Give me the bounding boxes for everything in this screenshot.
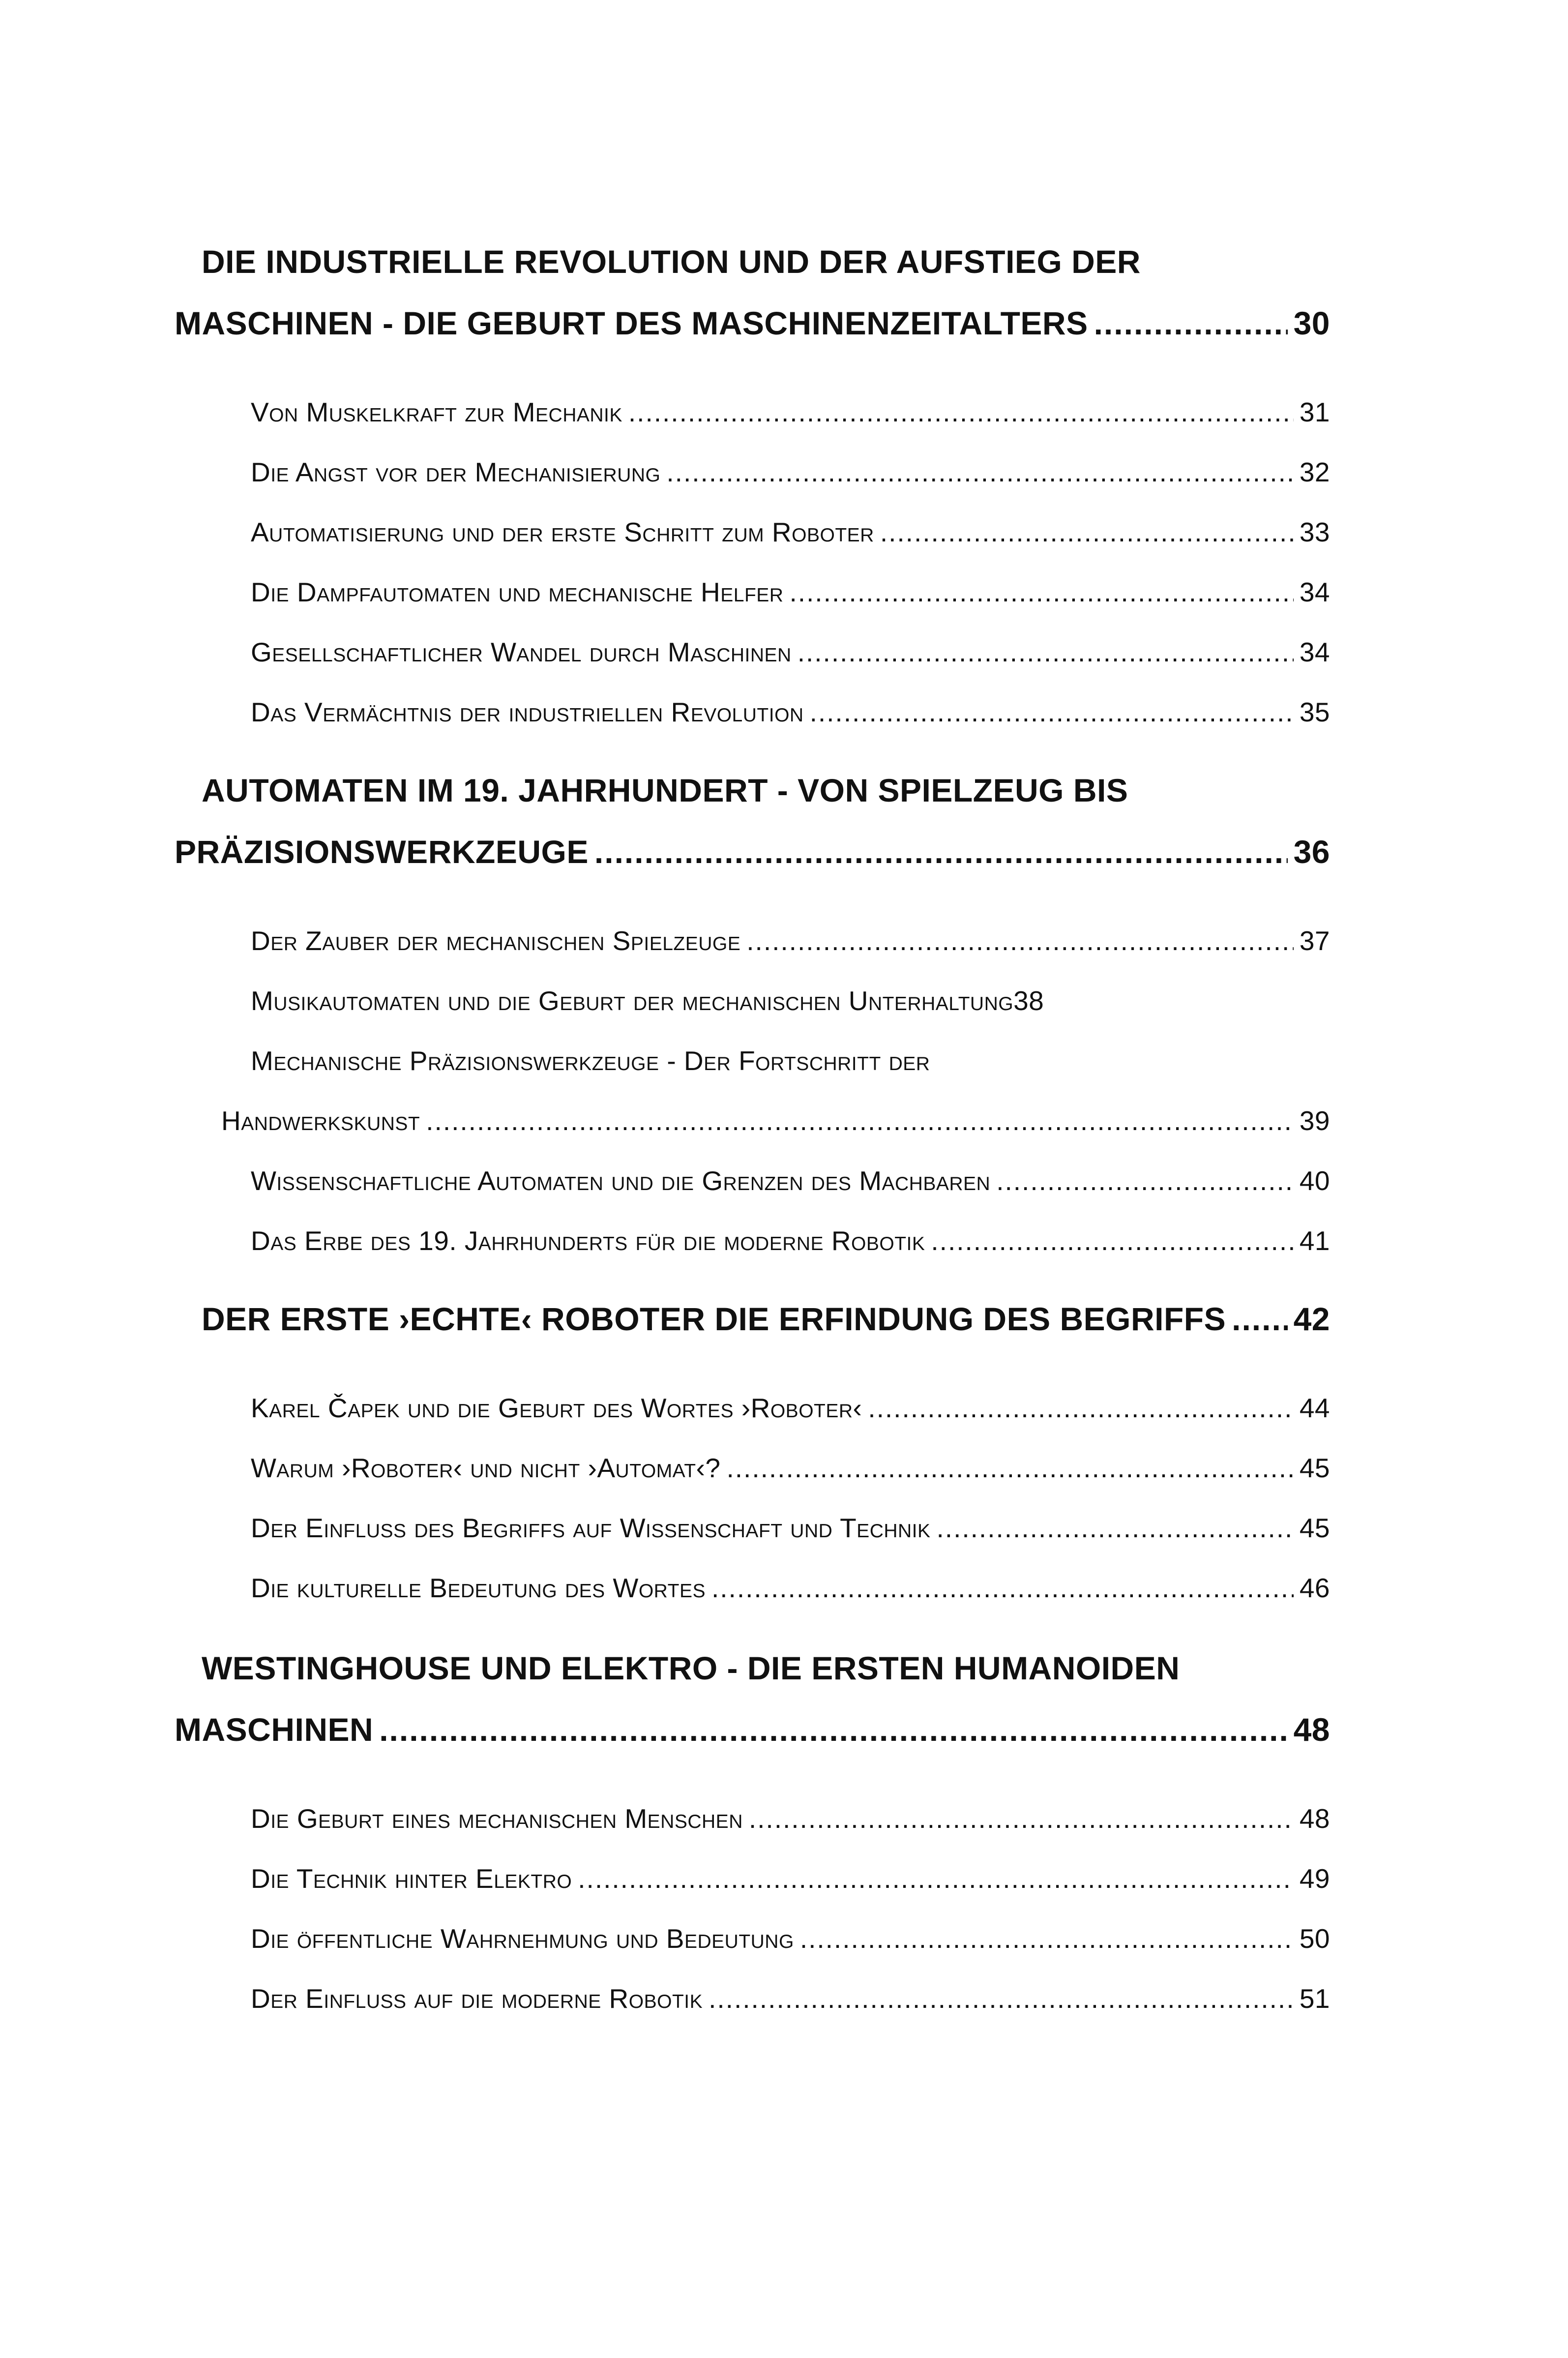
- chapter-title-line: MASCHINEN: [175, 1711, 374, 1748]
- chapter-title[interactable]: [202, 1628, 1180, 1687]
- dot-leader: [727, 1452, 1294, 1484]
- page-number: 45: [1299, 1513, 1330, 1543]
- dot-leader: [937, 1512, 1294, 1544]
- dot-leader: [711, 1572, 1294, 1604]
- section-entry[interactable]: [251, 897, 1330, 956]
- section-title: Karel Čapek und die Geburt des Wortes ›Roboter‹: [251, 1393, 862, 1423]
- chapter-title-line: AUTOMATEN IM 19. JAHRHUNDERT - VON SPIELZEUG BIS: [202, 772, 1128, 808]
- chapter-entry[interactable]: [175, 1689, 1330, 1748]
- section-entry[interactable]: [251, 489, 1330, 548]
- dot-leader: [746, 925, 1294, 956]
- section-entry[interactable]: [251, 957, 1330, 1016]
- section-title: Die Dampfautomaten und mechanische Helfer: [251, 577, 784, 607]
- chapter-title[interactable]: [202, 750, 1128, 809]
- section-entry[interactable]: [251, 669, 1330, 728]
- chapter-title-line: WESTINGHOUSE UND ELEKTRO - DIE ERSTEN HUMANOIDEN: [202, 1650, 1180, 1686]
- page-number: 37: [1299, 925, 1330, 956]
- section-entry[interactable]: [251, 609, 1330, 668]
- page-number: 48: [1299, 1803, 1330, 1834]
- section-title: Die kulturelle Bedeutung des Wortes: [251, 1573, 706, 1603]
- chapter-title-line: PRÄZISIONSWERKZEUGE: [175, 834, 589, 870]
- page-number: 45: [1299, 1453, 1330, 1483]
- page-number: 33: [1299, 517, 1330, 547]
- chapter-entry[interactable]: [202, 1279, 1330, 1338]
- dot-leader: [749, 1803, 1294, 1834]
- section-title: Die Angst vor der Mechanisierung: [251, 457, 661, 487]
- section-title: Der Einfluss auf die moderne Robotik: [251, 1983, 703, 2014]
- section-entry[interactable]: [221, 1077, 1330, 1136]
- page-number: 50: [1299, 1923, 1330, 1954]
- section-entry[interactable]: [251, 1485, 1330, 1544]
- dot-leader: [666, 456, 1293, 488]
- section-entry[interactable]: [251, 1545, 1330, 1604]
- dot-leader: [1232, 1300, 1287, 1338]
- section-entry[interactable]: [251, 1197, 1330, 1256]
- dot-leader: [594, 833, 1288, 870]
- section-entry[interactable]: [251, 1365, 1330, 1424]
- dot-leader: [1094, 304, 1288, 342]
- section-entry[interactable]: [251, 429, 1330, 488]
- section-entry[interactable]: [251, 549, 1330, 608]
- section-entry[interactable]: [251, 1137, 1330, 1196]
- page-number: 44: [1299, 1393, 1330, 1423]
- section-title: Der Einfluss des Begriffs auf Wissenschaft und Technik: [251, 1513, 931, 1543]
- page-number: 35: [1299, 697, 1330, 727]
- page-number: 30: [1293, 305, 1330, 341]
- section-title-line: Mechanische Präzisionswerkzeuge - Der Fortschritt der: [251, 1045, 930, 1076]
- section-title: Die Geburt eines mechanischen Menschen: [251, 1803, 743, 1834]
- section-title-line: Handwerkskunst: [221, 1105, 420, 1136]
- section-title-wrapped[interactable]: [251, 1017, 930, 1076]
- dot-leader: [880, 516, 1294, 548]
- section-title: Der Zauber der mechanischen Spielzeuge: [251, 925, 741, 956]
- page-number: 48: [1293, 1711, 1330, 1748]
- section-title: Warum ›Roboter‹ und nicht ›Automat‹?: [251, 1453, 721, 1483]
- section-title: Das Vermächtnis der industriellen Revolution: [251, 697, 804, 727]
- dot-leader: [800, 1923, 1294, 1954]
- chapter-title-line: DIE INDUSTRIELLE REVOLUTION UND DER AUFSTIEG DER: [202, 243, 1141, 280]
- page-number: 31: [1299, 397, 1330, 427]
- section-title: Von Muskelkraft zur Mechanik: [251, 397, 622, 427]
- dot-leader: [426, 1105, 1294, 1136]
- page-number: 42: [1293, 1301, 1330, 1337]
- page-number: 51: [1299, 1983, 1330, 2014]
- section-entry[interactable]: [251, 369, 1330, 428]
- chapter-entry[interactable]: [175, 811, 1330, 870]
- section-entry[interactable]: [251, 1835, 1330, 1894]
- page-number: 49: [1299, 1863, 1330, 1894]
- dot-leader: [578, 1863, 1294, 1894]
- dot-leader: [628, 396, 1294, 428]
- section-entry[interactable]: [251, 1895, 1330, 1954]
- chapter-entry[interactable]: [175, 283, 1330, 342]
- section-title: Wissenschaftliche Automaten und die Grenzen des Machbaren: [251, 1165, 991, 1196]
- section-title: Die Technik hinter Elektro: [251, 1863, 572, 1894]
- dot-leader: [868, 1392, 1293, 1424]
- section-title: Die öffentliche Wahrnehmung und Bedeutung: [251, 1923, 794, 1954]
- section-entry[interactable]: [251, 1425, 1330, 1484]
- page-number: 46: [1299, 1573, 1330, 1603]
- page-number: 32: [1299, 457, 1330, 487]
- page-number: 34: [1299, 637, 1330, 667]
- dot-leader: [798, 636, 1294, 668]
- page-number: 34: [1299, 577, 1330, 607]
- section-title: Das Erbe des 19. Jahrhunderts für die moderne Robotik: [251, 1225, 925, 1256]
- page-number: 36: [1293, 834, 1330, 870]
- dot-leader: [810, 696, 1294, 728]
- dot-leader: [709, 1983, 1294, 2014]
- dot-leader: [789, 576, 1293, 608]
- dot-leader: [996, 1165, 1294, 1196]
- section-entry[interactable]: [251, 1775, 1330, 1834]
- section-entry[interactable]: [251, 1955, 1330, 2014]
- chapter-title-line: MASCHINEN - DIE GEBURT DES MASCHINENZEITALTERS: [175, 305, 1088, 341]
- section-title: Gesellschaftlicher Wandel durch Maschinen: [251, 637, 792, 667]
- dot-leader: [379, 1711, 1287, 1748]
- dot-leader: [931, 1225, 1293, 1256]
- page-number: 39: [1299, 1105, 1330, 1136]
- section-title: Musikautomaten und die Geburt der mechanischen Unterhaltung: [251, 985, 1014, 1016]
- chapter-title[interactable]: [202, 221, 1141, 280]
- chapter-title: DER ERSTE ›ECHTE‹ ROBOTER DIE ERFINDUNG DES BEGRIFFS: [202, 1301, 1226, 1337]
- page-number: 41: [1299, 1225, 1330, 1256]
- page-number: 40: [1299, 1165, 1330, 1196]
- page-number: 38: [1013, 985, 1044, 1016]
- section-title: Automatisierung und der erste Schritt zum Roboter: [251, 517, 874, 547]
